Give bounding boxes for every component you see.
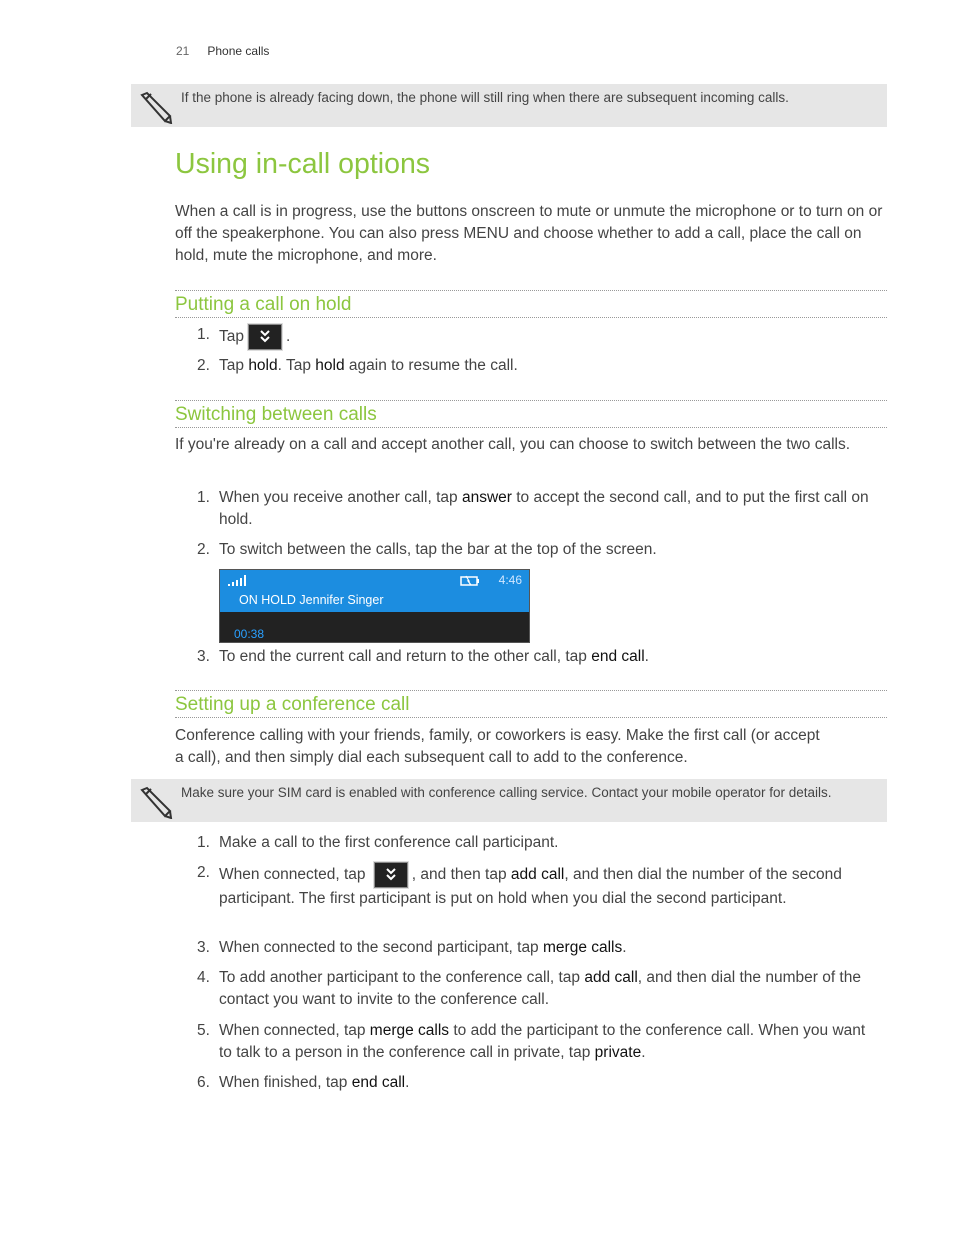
call-options-button[interactable] xyxy=(374,862,408,888)
ui-term-merge-calls: merge calls xyxy=(543,939,623,956)
step-text-part: . xyxy=(644,648,649,665)
conf-step-1 xyxy=(175,832,887,854)
switch-step-1 xyxy=(175,487,887,531)
ui-term-private: private xyxy=(594,1044,642,1061)
hold-step-1 xyxy=(175,324,887,350)
chevron-double-down-icon xyxy=(258,329,272,345)
step-text xyxy=(219,355,877,377)
step-text-part: To add another participant to the conference call, tap xyxy=(219,969,585,986)
switch-step-3 xyxy=(175,646,887,668)
step-text-part: When you receive another call, tap xyxy=(219,489,462,506)
clock-time: 4:46 xyxy=(498,573,522,587)
signal-strength-icon xyxy=(228,575,248,586)
on-hold-bar[interactable] xyxy=(220,570,529,612)
step-text-part: When connected, tap xyxy=(219,1022,370,1039)
step-text-part: to add the participant to the conference call. When you want to talk to a person in the conference call in private, tap xyxy=(219,1022,866,1061)
pencil-icon xyxy=(139,785,173,819)
note-text: Make sure your SIM card is enabled with conference calling service. Contact your mobile operator for details. xyxy=(181,785,832,800)
step-text-part: , and then dial the number of the contact you want to invite to the conference call. xyxy=(219,969,861,1008)
step-text-part: . xyxy=(405,1074,410,1091)
step-text xyxy=(219,1072,877,1094)
ui-term-end-call: end call xyxy=(351,1074,406,1091)
hold-step-2 xyxy=(175,355,887,377)
step-number: 2. xyxy=(197,541,210,558)
note-box xyxy=(131,84,887,127)
step-text: Make a call to the first conference call participant. xyxy=(219,834,559,851)
section-heading-text: Switching between calls xyxy=(175,404,377,425)
section-heading-conference xyxy=(175,690,887,718)
step-number: 5. xyxy=(197,1022,210,1039)
step-number: 1. xyxy=(197,489,210,506)
step-text xyxy=(219,967,877,1011)
conf-step-3 xyxy=(175,937,887,959)
step-number: 2. xyxy=(197,864,210,881)
call-options-button[interactable] xyxy=(248,324,282,350)
conf-step-4 xyxy=(175,967,887,1011)
pencil-icon xyxy=(139,90,173,124)
section-heading-text: Putting a call on hold xyxy=(175,294,352,315)
step-text-part: . xyxy=(286,328,291,346)
step-text-part: again to resume the call. xyxy=(344,357,518,374)
on-hold-label: ON HOLD Jennifer Singer xyxy=(239,593,384,607)
step-text xyxy=(219,862,877,910)
step-number: 3. xyxy=(197,939,210,956)
page-title: Using in-call options xyxy=(175,148,431,180)
step-text-part: Tap xyxy=(219,328,244,346)
conference-intro: Conference calling with your friends, family, or coworkers is easy. Make the first call (or accept a call), and then simply dial each subsequent call to add to the conference. xyxy=(175,727,820,766)
ui-term-answer: answer xyxy=(461,489,512,506)
step-number: 2. xyxy=(197,357,210,374)
ui-term-end-call: end call xyxy=(591,648,645,665)
step-text-part: to accept the second call, and to put the first call on hold. xyxy=(219,489,869,528)
page-header xyxy=(176,44,269,58)
ui-term-merge-calls: merge calls xyxy=(369,1022,450,1039)
step-text xyxy=(219,646,877,668)
intro-paragraph: When a call is in progress, use the buttons onscreen to mute or unmute the microphone or to turn on or off the speakerphone. You can also press MENU and choose whether to add a call, place the call on hold, mute the microphone, and more. xyxy=(175,203,883,264)
conf-step-5 xyxy=(175,1020,887,1064)
conf-step-2 xyxy=(175,862,887,928)
step-text-part: When finished, tap xyxy=(219,1074,352,1091)
switch-step-2 xyxy=(175,539,887,561)
step-number: 4. xyxy=(197,969,210,986)
step-text-part: . xyxy=(622,939,627,956)
ui-term-add-call: add call xyxy=(510,866,565,884)
ui-term-hold: hold xyxy=(248,357,278,374)
conf-step-6 xyxy=(175,1072,887,1094)
battery-icon xyxy=(460,575,480,586)
step-text-part: When connected to the second participant, tap xyxy=(219,939,543,956)
note-text: If the phone is already facing down, the phone will still ring when there are subsequent incoming calls. xyxy=(181,90,789,105)
step-text xyxy=(219,324,877,350)
step-number: 3. xyxy=(197,648,210,665)
section-heading-text: Setting up a conference call xyxy=(175,694,410,715)
running-section-title: Phone calls xyxy=(207,44,270,58)
step-text xyxy=(219,1020,877,1064)
section-heading-switching xyxy=(175,400,887,428)
page-number: 21 xyxy=(176,44,190,58)
call-duration: 00:38 xyxy=(234,627,265,641)
step-text-part: When connected, tap xyxy=(219,866,370,884)
call-status-screenshot xyxy=(219,569,530,643)
step-text-part: , and then tap xyxy=(411,866,511,884)
step-number: 6. xyxy=(197,1074,210,1091)
step-text: To switch between the calls, tap the bar at the top of the screen. xyxy=(219,541,657,558)
step-text xyxy=(219,487,877,531)
ui-term-hold: hold xyxy=(315,357,345,374)
step-text xyxy=(219,937,877,959)
step-text-part: . Tap xyxy=(277,357,316,374)
step-number: 1. xyxy=(197,834,210,851)
step-text-part: , and then dial the number of the second participant. The first participant is put on hold when you dial the second participant. xyxy=(219,866,842,907)
step-text-part: Tap xyxy=(219,357,249,374)
step-text-part: To end the current call and return to the other call, tap xyxy=(219,648,592,665)
section-heading-hold xyxy=(175,290,887,318)
chevron-double-down-icon xyxy=(384,867,398,883)
note-box xyxy=(131,779,887,822)
switching-intro: If you're already on a call and accept another call, you can choose to switch between the two calls. xyxy=(175,436,851,453)
step-text-part: . xyxy=(641,1044,646,1061)
step-number: 1. xyxy=(197,326,210,343)
ui-term-add-call: add call xyxy=(584,969,638,986)
